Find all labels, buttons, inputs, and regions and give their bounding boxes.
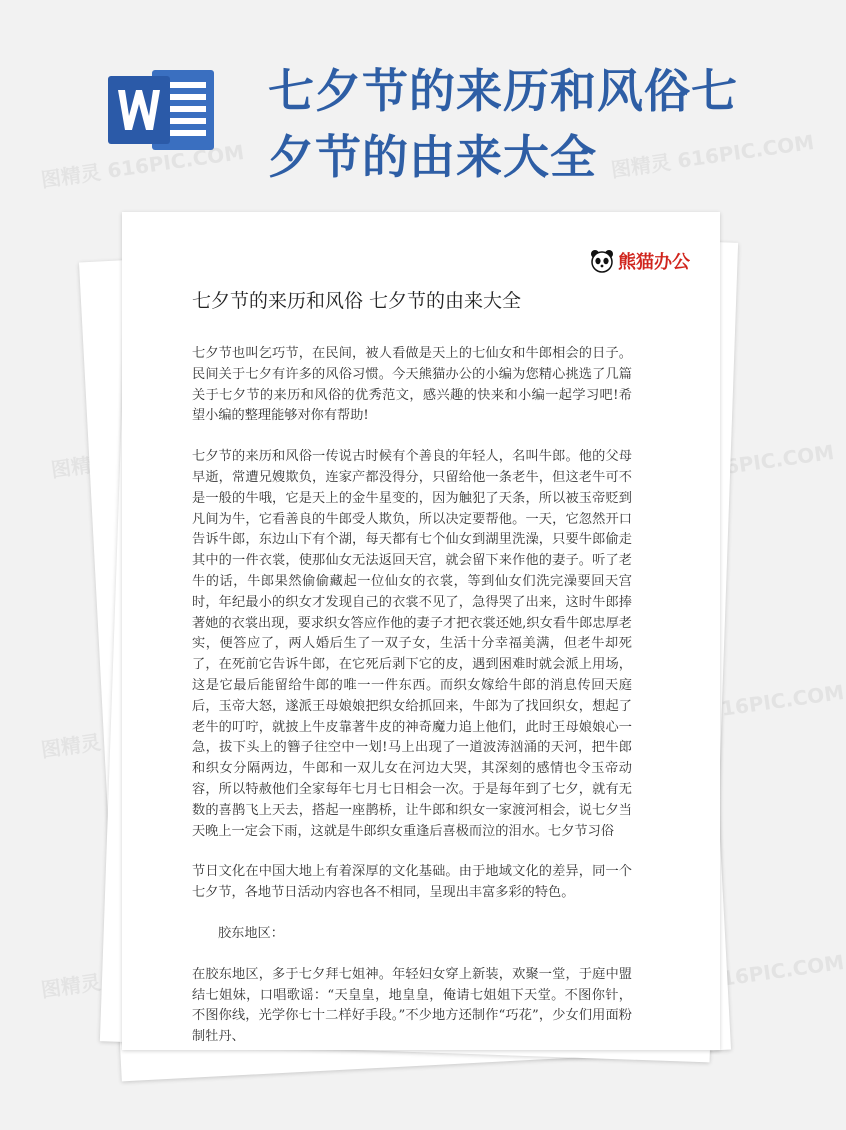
watermark: 图精灵 [49,449,113,483]
paragraph: 七夕节的来历和风俗一传说古时候有个善良的年轻人，名叫牛郎。他的父母早逝，常遭兄嫂欺负，连家产都没得分，只留给他一条老牛，但这老牛可不是一般的牛哦，它是天上的金牛星变的，因为触犯了天条，所以被玉帝贬到凡间为牛，它看善良的牛郎受人欺负，所以决定要帮他。一天，它忽然开口告诉牛郎，东边山下有个湖，每天都有七个仙女到湖里洗澡，只要牛郎偷走其中的一件衣裳，使那仙女无法返回天宫，就会留下来作他的妻子。听了老牛的话，牛郎果然偷偷藏起一位仙女的衣裳，等到仙女们洗完澡要回天宫时，年纪最小的织女才发现自己的衣裳不见了，急得哭了出来，这时牛郎捧著她的衣裳出现，要求织女答应作他的妻子才把衣裳还她,织女看牛郎忠厚老实，便答应了，两人婚后生了一双子女，生活十分幸福美满，但老牛却死了，在死前它告诉牛郎，在它死后剥下它的皮，遇到困难时就会派上用场，这是它最后能留给牛郎的唯一一件东西。而织女嫁给牛郎的消息传回天庭后，玉帝大怒，遂派王母娘娘把织女给抓回来，牛郎为了找回织女，想起了老牛的叮咛，就披上牛皮靠著牛皮的神奇魔力追上他们，此时王母娘娘心一急，拔下头上的簪子往空中一划!马上出现了一道波涛汹涌的天河，把牛郎和织女分隔两边，牛郎和一双儿女在河边大哭，其深刻的感情也令玉帝动容，所以特赦他们全家每年七月七日相会一次。于是每年到了七夕，就有无数的喜鹊飞上天去，搭起一座鹊桥，让牛郎和织女一家渡河相会，说七夕当天晚上一定会下雨，这就是牛郎织女重逢后喜极而泣的泪水。七夕节习俗 [192,449,632,839]
watermark: 图精灵 616PIC.COM [639,949,846,1003]
word-document-icon [108,66,216,154]
watermark: 图精灵 616PIC.COM [639,679,846,733]
paragraph: 节日文化在中国大地上有着深厚的文化基础。由于地域文化的差异，同一个七夕节，各地节日活动内容也各不相同，呈现出丰富多彩的特色。 [192,864,632,901]
watermark: 图精灵 [39,729,103,763]
document-page [122,212,720,1050]
panda-logo-icon [590,249,614,273]
brand-logo [590,248,690,274]
watermark: 图精灵 616PIC.COM [629,439,836,493]
watermark: 图精灵 [39,969,103,1003]
document-title: 七夕节的来历和风俗 七夕节的由来大全 [192,290,522,312]
section-heading: 胶东地区： [218,925,284,941]
document-body [192,344,632,1068]
paragraph: 在胶东地区，多于七夕拜七姐神。年轻妇女穿上新装，欢聚一堂，于庭中盟结七姐妹，口唱歌谣：“天皇皇，地皇皇，俺请七姐姐下天堂。不图你针，不图你线，光学你七十二样好手段。”不少地方还制作“巧花”，少女们用面粉制牡丹、 [192,966,632,1045]
watermark: 图精灵 616PIC.COM [609,129,816,183]
page-title: 七夕节的来历和风俗七夕节的由来大全 [268,64,738,184]
watermark: 图精灵 616PIC.COM [39,139,246,193]
paragraph: 七夕节也叫乞巧节，在民间，被人看做是天上的七仙女和牛郎相会的日子。民间关于七夕有许多的风俗习惯。今天熊猫办公的小编为您精心挑选了几篇关于七夕节的来历和风俗的优秀范文，感兴趣的快来和小编一起学习吧!希望小编的整理能够对你有帮助! [192,346,632,424]
brand-name: 熊猫办公 [618,252,690,273]
